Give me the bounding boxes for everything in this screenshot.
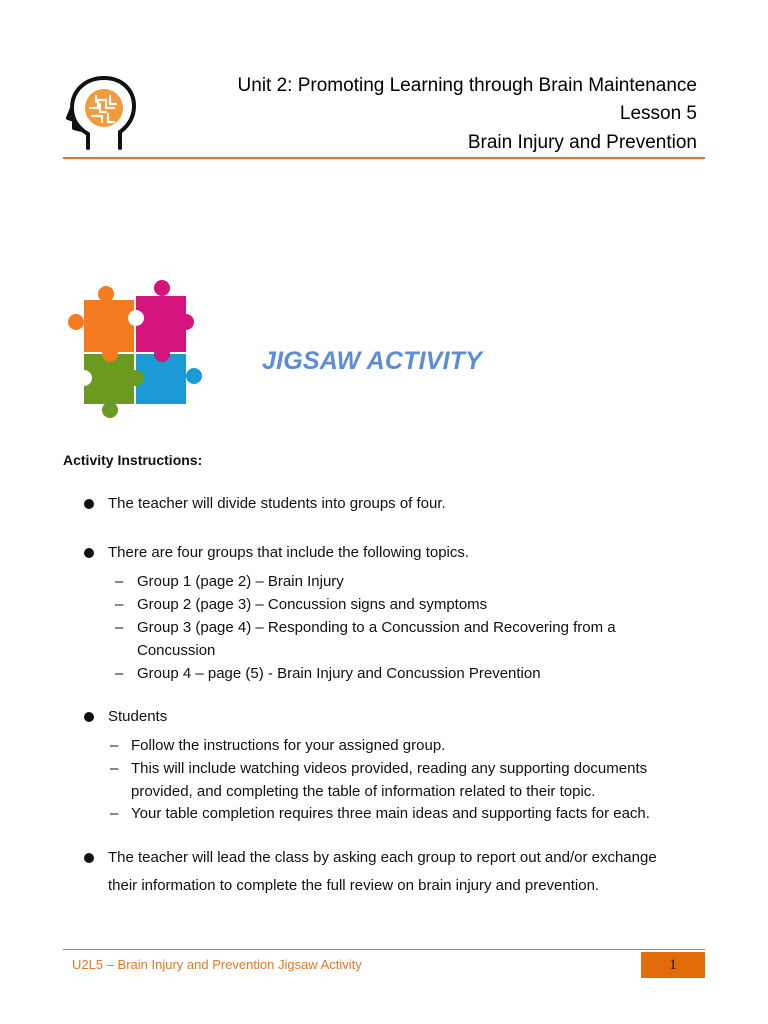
dash-marker: –	[110, 737, 119, 754]
lesson-label: Lesson 5	[619, 103, 697, 124]
sub-item: Your table completion requires three main ideas and supporting facts for each.	[131, 805, 650, 822]
sub-item-continued: provided, and completing the table of information related to their topic.	[131, 783, 596, 800]
footer-text: U2L5 – Brain Injury and Prevention Jigsaw Activity	[72, 957, 362, 972]
bullet-dot	[84, 853, 94, 863]
dash-marker: –	[110, 805, 119, 822]
dash-marker: –	[110, 760, 119, 777]
bullet-text: The teacher will lead the class by asking each group to report out and/or exchange	[108, 849, 657, 866]
footer-rule	[63, 949, 705, 950]
sub-item: Follow the instructions for your assigned group.	[131, 737, 446, 754]
dash-marker: –	[115, 665, 124, 682]
page-number: 1	[641, 952, 705, 978]
bullet-text-continued: their information to complete the full review on brain injury and prevention.	[108, 877, 600, 894]
sub-item: Group 4 – page (5) - Brain Injury and Concussion Prevention	[137, 665, 541, 682]
bullet-dot	[84, 499, 94, 509]
sub-item: This will include watching videos provided, reading any supporting documents	[131, 760, 648, 777]
bullet-text: The teacher will divide students into groups of four.	[108, 495, 446, 512]
sub-item: Group 3 (page 4) – Responding to a Concussion and Recovering from a	[137, 619, 616, 636]
jigsaw-puzzle-icon	[66, 278, 206, 420]
activity-title: JIGSAW ACTIVITY	[262, 347, 483, 375]
bullet-text: Students	[108, 708, 168, 725]
header-rule	[63, 157, 705, 159]
instructions-heading: Activity Instructions:	[63, 452, 203, 468]
head-brain-maze-icon	[66, 74, 140, 150]
sub-item-continued: Concussion	[137, 642, 216, 659]
bullet-text: There are four groups that include the following topics.	[108, 544, 470, 561]
dash-marker: –	[115, 596, 124, 613]
sub-item: Group 2 (page 3) – Concussion signs and symptoms	[137, 596, 488, 613]
bullet-dot	[84, 712, 94, 722]
bullet-dot	[84, 548, 94, 558]
unit-title: Unit 2: Promoting Learning through Brain Maintenance	[237, 75, 697, 96]
sub-item: Group 1 (page 2) – Brain Injury	[137, 573, 344, 590]
dash-marker: –	[115, 619, 124, 636]
dash-marker: –	[115, 573, 124, 590]
lesson-topic: Brain Injury and Prevention	[467, 132, 697, 153]
